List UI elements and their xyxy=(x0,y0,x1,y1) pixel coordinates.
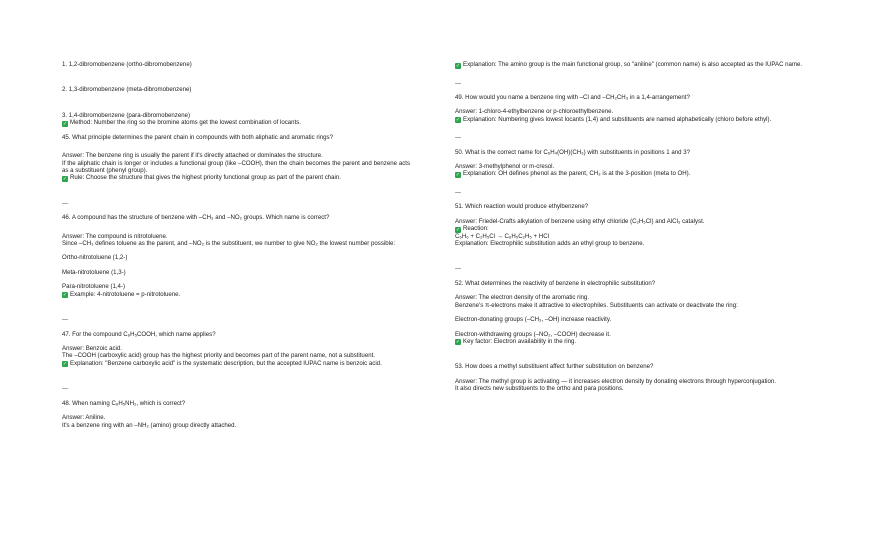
answer-53: Answer: The methyl group is activating — it increases electron density by donating electrons through hyperconjugation. xyxy=(455,377,777,385)
answer-48: Answer: Aniline. xyxy=(62,414,106,422)
question-48: 48. When naming C₆H₅NH₂, which is correct? xyxy=(62,399,186,407)
check-icon: ✓ xyxy=(455,117,461,124)
left-column xyxy=(62,61,410,429)
question-46: 46. A compound has the structure of benzene with –CH₃ and –NO₂ groups. Which name is correct? xyxy=(62,214,330,222)
explanation-note: ✓ Explanation: OH defines phenol as the parent, CH₃ is at the 3-position (meta to OH). xyxy=(455,170,691,178)
question-45: 45. What principle determines the parent chain in compounds with both aliphatic and aromatic rings? xyxy=(62,133,333,141)
separator: --- xyxy=(455,134,462,142)
answer-47-detail: The –COOH (carboxylic acid) group has the highest priority and becomes part of the parent name, not a substituent. xyxy=(62,352,375,360)
list-item: 2. 1,3-dibromobenzene (meta-dibromobenzene) xyxy=(62,86,192,94)
answer-47: Answer: Benzoic acid. xyxy=(62,345,122,352)
question-49: 49. How would you name a benzene ring with –Cl and –CH₂CH₃ in a 1,4-arrangement? xyxy=(455,93,690,101)
method-note: ✓ Method: Number the ring so the bromine atoms get the lowest combination of locants. xyxy=(62,119,302,127)
answer-48-detail: It's a benzene ring with an –NH₂ (amino) group directly attached. xyxy=(62,421,237,429)
separator: --- xyxy=(455,188,462,196)
list-item: Ortho-nitrotoluene (1,2-) xyxy=(62,254,128,262)
check-icon: ✓ xyxy=(62,361,68,368)
answer-52-detail: Benzene's π-electrons make it attractive to electrophiles. Substituents can activate or deactivate the ring: xyxy=(455,301,738,309)
answer-51: Answer: Friedel-Crafts alkylation of benzene using ethyl chloride (C₂H₅Cl) and AlCl₃ catalyst. xyxy=(455,217,705,225)
answer-52: Answer: The electron density of the aromatic ring. xyxy=(455,294,590,302)
answer-46: Answer: The compound is nitrotoluene. xyxy=(62,232,168,240)
example-note: ✓ Example: 4-nitrotoluene = p-nitrotoluene. xyxy=(62,290,181,299)
list-item: Electron-withdrawing groups (–NO₂, –COOH) decrease it. xyxy=(455,330,611,338)
key-factor-note: ✓ Key factor: Electron availability in the ring. xyxy=(455,337,577,346)
check-icon: ✓ xyxy=(62,175,68,182)
question-51: 51. Which reaction would produce ethylbenzene? xyxy=(455,203,589,211)
question-52: 52. What determines the reactivity of benzene in electrophilic substitution? xyxy=(455,279,656,287)
question-53: 53. How does a methyl substituent affect further substitution on benzene? xyxy=(455,363,654,371)
answer-53-detail: It also directs new substituents to the ortho and para positions. xyxy=(455,385,624,393)
check-icon: ✓ xyxy=(62,120,68,127)
reaction-equation: C₆H₆ + C₂H₅Cl → C₆H₅C₂H₅ + HCl xyxy=(455,232,549,240)
list-item: Para-nitrotoluene (1,4-) xyxy=(62,283,125,291)
separator: --- xyxy=(455,265,462,273)
reaction-note: ✓ Reaction: xyxy=(455,225,489,233)
question-50: 50. What is the correct name for C₆H₄(OH)(CH₃) with substituents in positions 1 and 3? xyxy=(455,148,691,156)
answer-46-detail: Since –CH₃ defines toluene as the parent, and –NO₂ is the substituent, we number to give NO₂ the lowest number possible: xyxy=(62,240,396,248)
check-icon: ✓ xyxy=(455,339,461,346)
list-item: 1. 1,2-dibromobenzene (ortho-dibromobenzene) xyxy=(62,61,192,68)
explanation-note: ✓ Explanation: Numbering gives lowest locants (1,4) and substituents are named alphabetically (chloro before ethyl). xyxy=(455,115,772,124)
explanation-note: ✓ Explanation: "Benzene carboxylic acid" is the systematic description, but the accepted IUPAC name is benzoic acid. xyxy=(62,359,382,368)
list-item: Electron-donating groups (–CH₃, –OH) increase reactivity. xyxy=(455,316,612,324)
separator: --- xyxy=(62,199,69,207)
list-item: 3. 1,4-dibromobenzene (para-dibromobenzene) xyxy=(62,111,191,119)
separator: --- xyxy=(455,79,462,87)
right-column xyxy=(455,61,817,393)
explanation-note: ✓ Explanation: The amino group is the main functional group, so "aniline" (common name) is also accepted as the IUPAC name. xyxy=(455,61,803,69)
check-icon: ✓ xyxy=(455,226,461,233)
list-item: Meta-nitrotoluene (1,3-) xyxy=(62,268,126,276)
separator: --- xyxy=(62,385,69,393)
explanation-note: Explanation: Electrophilic substitution adds an ethyl group to benzene. xyxy=(455,240,645,248)
answer-49: Answer: 1-chloro-4-ethylbenzene or p-chloroethylbenzene. xyxy=(455,108,614,116)
answer-45: Answer: The benzene ring is usually the parent if it's directly attached or dominates the structure. xyxy=(62,152,323,160)
question-47: 47. For the compound C₆H₅COOH, which name applies? xyxy=(62,330,216,338)
answer-45-detail: If the aliphatic chain is longer or includes a functional group (like –COOH), then the chain becomes the parent and benzene acts as a substituent (phenyl group). xyxy=(62,159,410,174)
answer-50: Answer: 3-methylphenol or m-cresol. xyxy=(455,163,555,171)
check-icon: ✓ xyxy=(62,292,68,299)
separator: --- xyxy=(62,316,69,324)
check-icon: ✓ xyxy=(455,62,461,69)
check-icon: ✓ xyxy=(455,171,461,178)
rule-note: ✓ Rule: Choose the structure that gives the highest priority functional group as part of the parent chain. xyxy=(62,174,341,182)
